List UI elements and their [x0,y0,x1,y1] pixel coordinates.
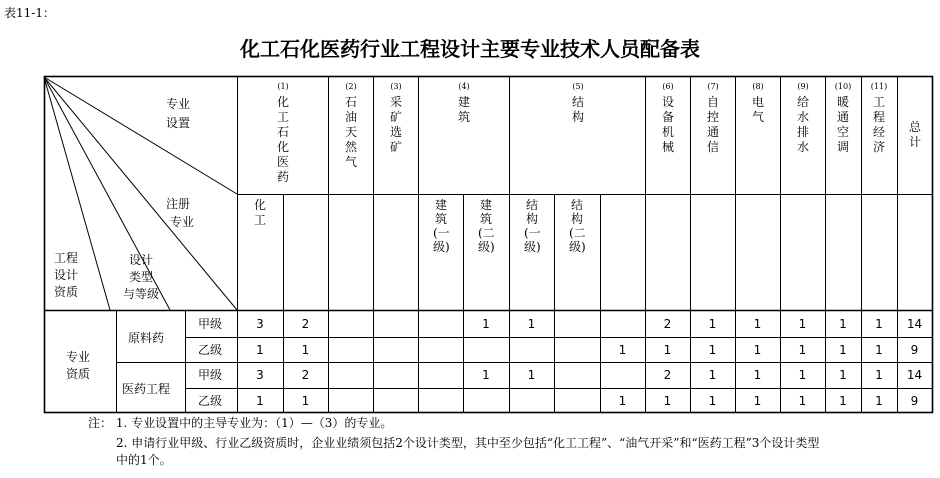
table-cell: 9 [910,342,919,357]
note-2: 2. 申请行业甲级、行业乙级资质时，企业业绩须包括2个设计类型，其中至少包括“化工工程”、“油气开采”和“医药工程”3个设计类型 [116,436,820,450]
col-name-6: 设备机械 [661,95,674,154]
note-3: 中的1个。 [116,453,172,467]
table-cell: 1 [753,342,762,357]
table-cell: 1 [663,393,672,408]
col-name-2: 石油天然气 [344,95,357,169]
table-cell: 14 [906,368,923,382]
table-cell: 1 [527,368,536,382]
col-num-8: (8) [752,82,764,91]
table-cell: 3 [256,316,264,331]
table-cell: 1 [482,316,490,331]
left-group-label: 专业资质 [66,350,91,381]
table-cell: 2 [301,316,310,331]
table-cell: 2 [301,368,310,382]
col-num-5: (5) [572,82,584,91]
col-num-9: (9) [797,82,809,91]
header-shezhi: 设置 [166,116,191,130]
grade-label: 乙级 [198,343,223,357]
col-num-10: (10) [834,82,852,91]
table-cell: 1 [753,368,762,382]
col-name-11: 工程经济 [872,95,885,154]
reg-jianzhu-1: 建筑(一级) [433,198,450,254]
table-cell: 1 [256,393,264,408]
table-cell: 1 [839,342,847,357]
table-cell: 1 [301,342,310,357]
col-name-1: 化工石化医药 [276,95,289,184]
col-num-4: (4) [458,82,470,91]
col-name-7: 自控通信 [706,95,719,154]
header-gongcheng: 工程 [54,251,79,265]
header-dengji: 与等级 [123,287,160,301]
table-cell: 2 [663,316,672,331]
grade-label: 甲级 [198,317,223,331]
table-cell: 9 [910,393,919,408]
col-num-1: (1) [277,82,289,91]
table-cell: 1 [301,393,310,408]
grade-label: 乙级 [198,394,223,408]
table-number-label: 表11-1： [4,6,55,20]
category-yiyao: 医药工程 [122,382,171,396]
reg-jianzhu-2: 建筑(二级) [478,198,495,254]
table-cell: 1 [753,316,762,331]
table-cell: 1 [798,316,807,331]
reg-huagong: 化工 [253,198,266,227]
header-sheji: 设计 [54,268,79,282]
header-leixing: 类型 [129,270,154,284]
table-cell: 1 [798,393,807,408]
table-cell: 1 [256,342,264,357]
col-name-3: 采矿选矿 [389,95,402,154]
col-name-4: 建筑 [457,95,470,124]
note-1: 注： 1. 专业设置中的主导专业为：（1）—（3）的专业。 [88,416,393,430]
reg-jiegou-1: 结构(一级) [524,198,541,254]
col-num-11: (11) [870,82,888,91]
header-zhuce: 注册 [166,197,191,211]
table-cell: 1 [618,393,627,408]
grade-label: 甲级 [198,368,223,382]
col-num-7: (7) [707,82,719,91]
table-cell: 14 [906,316,923,331]
table-cell: 1 [839,393,847,408]
header-sheji2: 设计 [129,253,154,267]
col-num-2: (2) [345,82,357,91]
table-cell: 1 [839,368,847,382]
col-num-6: (6) [662,82,674,91]
header-zhuce2: 专业 [170,215,195,229]
table-cell: 1 [708,342,717,357]
table-cell: 1 [708,316,717,331]
table-cell: 1 [708,368,717,382]
table-cell: 1 [618,342,627,357]
col-name-10: 暖通空调 [836,95,849,154]
table-cell: 1 [527,316,536,331]
page-title: 化工石化医药行业工程设计主要专业技术人员配备表 [240,37,700,61]
table-cell: 2 [663,368,672,382]
col-name-5: 结构 [571,95,584,124]
header-zhuanye: 专业 [166,97,191,111]
col-name-9: 给水排水 [796,95,809,154]
table-cell: 1 [798,342,807,357]
table-cell: 3 [256,368,264,382]
table-cell: 1 [875,393,883,408]
col-num-3: (3) [390,82,402,91]
category-yuanliaoyao: 原料药 [128,331,165,345]
col-name-8: 电气 [751,95,764,124]
reg-jiegou-2: 结构(二级) [569,198,586,254]
col-name-total: 总计 [908,120,921,149]
table-cell: 1 [798,368,807,382]
table-cell: 1 [875,368,883,382]
header-zizhi: 资质 [54,285,79,299]
table-cell: 1 [482,368,490,382]
table-cell: 1 [839,316,847,331]
table-cell: 1 [753,393,762,408]
table-cell: 1 [875,316,883,331]
table-cell: 1 [708,393,717,408]
table-cell: 1 [875,342,883,357]
table-cell: 1 [663,342,672,357]
